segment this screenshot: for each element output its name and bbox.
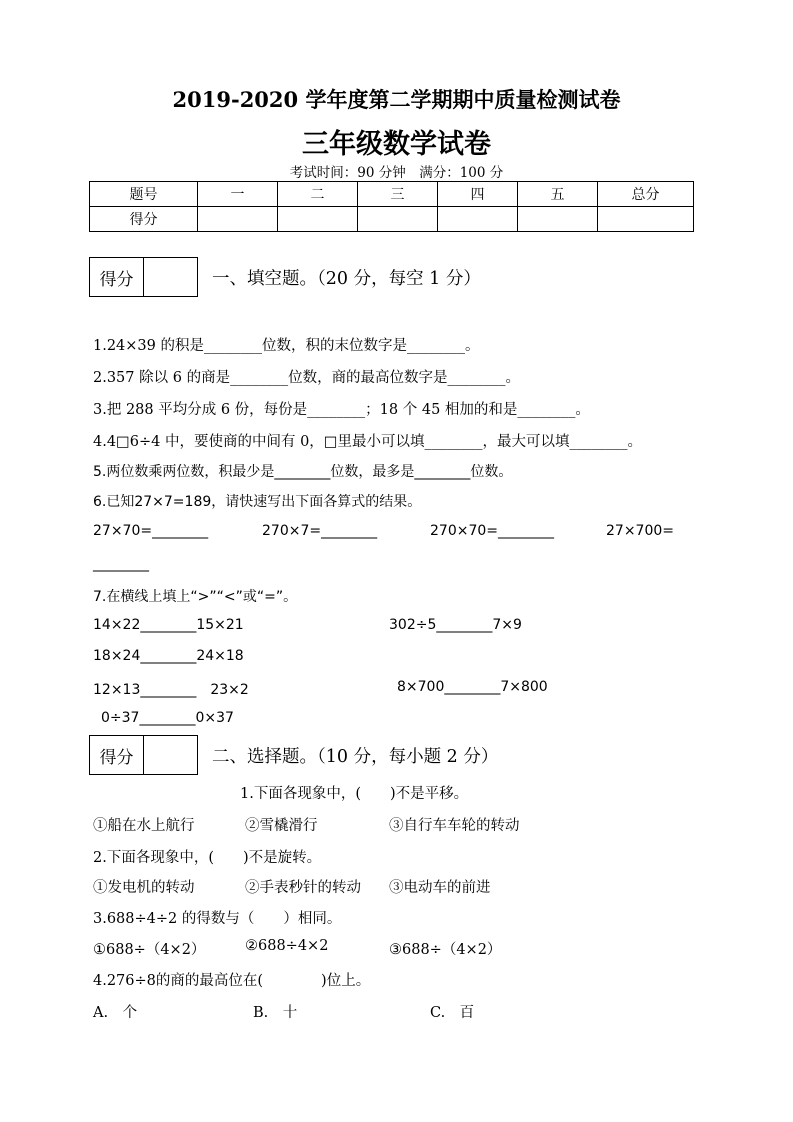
q6-item: 27×70=________ xyxy=(93,523,209,539)
q2-4-option: B. 十 xyxy=(253,1005,298,1021)
section1-score-box xyxy=(89,257,198,297)
q1-1: 1.24×39 的积是________位数，积的末位数字是________。 xyxy=(93,338,480,354)
q2-3-option: ③688÷（4×2） xyxy=(389,942,502,958)
q2-4-option: C. 百 xyxy=(430,1005,475,1021)
q2-1: 1.下面各现象中，( )不是平移。 xyxy=(240,786,469,802)
q2-1-option: ③自行车车轮的转动 xyxy=(389,818,520,834)
score-cell xyxy=(358,207,438,232)
q2-4-option: A. 个 xyxy=(93,1005,138,1021)
score-cell xyxy=(598,207,694,232)
section1-score-blank xyxy=(144,258,197,296)
q1-7: 7.在横线上填上“>”“<”或“=”。 xyxy=(93,589,298,605)
score-cell xyxy=(438,207,518,232)
section2-score-box xyxy=(89,735,198,775)
score-table-score-row xyxy=(90,207,694,232)
q2-3-option: ②688÷4×2 xyxy=(245,938,329,954)
score-table-header-row xyxy=(90,182,694,207)
section2-score-blank xyxy=(144,736,197,774)
q7-item: 0÷37________0×37 xyxy=(101,710,234,726)
section2-score-label: 得分 xyxy=(90,736,144,774)
score-header-cell: 二 xyxy=(278,182,358,207)
q1-5: 5.两位数乘两位数，积最少是________位数，最多是________位数。 xyxy=(93,464,513,480)
exam-subtitle: 三年级数学试卷 xyxy=(302,129,491,160)
q6-item: 270×70=________ xyxy=(430,523,554,539)
score-header-cell: 四 xyxy=(438,182,518,207)
q2-3: 3.688÷4÷2 的得数与（ ）相同。 xyxy=(93,911,342,927)
exam-title: 2019-2020 学年度第二学期期中质量检测试卷 xyxy=(172,87,621,112)
q7-item: 14×22________15×21 xyxy=(93,617,244,633)
score-cell xyxy=(198,207,278,232)
score-table xyxy=(89,181,694,232)
exam-info: 考试时间：90 分钟 满分：100 分 xyxy=(289,165,504,181)
q6-item: 27×700= xyxy=(606,523,674,539)
q7-item: 8×700________7×800 xyxy=(397,679,548,695)
q2-2-option: ②手表秒针的转动 xyxy=(245,880,361,896)
score-header-cell: 总分 xyxy=(598,182,694,207)
score-header-cell: 五 xyxy=(518,182,598,207)
q2-1-option: ①船在水上航行 xyxy=(93,818,195,834)
q1-3: 3.把 288 平均分成 6 份，每份是________；18 个 45 相加的和是________。 xyxy=(93,402,590,418)
score-cell xyxy=(518,207,598,232)
q1-6: 6.已知27×7=189，请快速写出下面各算式的结果。 xyxy=(93,494,422,510)
section2-title: 二、选择题。（10 分，每小题 2 分） xyxy=(212,747,499,767)
q2-1-option: ②雪橇滑行 xyxy=(245,818,318,834)
q2-2-option: ③电动车的前进 xyxy=(389,880,491,896)
score-cell xyxy=(278,207,358,232)
section1-score-label: 得分 xyxy=(90,258,144,296)
q6-item: 270×7=________ xyxy=(262,523,378,539)
q6-item-blank: ________ xyxy=(93,556,149,572)
q1-4: 4.4□6÷4 中，要使商的中间有 0，□里最小可以填________，最大可以填________。 xyxy=(93,434,643,450)
q7-item: 18×24________24×18 xyxy=(93,648,244,664)
q1-2: 2.357 除以 6 的商是________位数，商的最高位数字是________。 xyxy=(93,370,521,386)
q2-3-option: ①688÷（4×2） xyxy=(93,942,206,958)
q2-4: 4.276÷8的商的最高位在( )位上。 xyxy=(93,973,371,989)
q7-item: 302÷5________7×9 xyxy=(389,617,522,633)
score-header-cell: 三 xyxy=(358,182,438,207)
score-header-cell: 一 xyxy=(198,182,278,207)
score-row-label: 得分 xyxy=(90,207,198,232)
q2-2: 2.下面各现象中，( )不是旋转。 xyxy=(93,850,322,866)
q7-item: 12×13________ 23×2 xyxy=(93,682,249,698)
section1-title: 一、填空题。（20 分，每空 1 分） xyxy=(212,269,481,289)
q2-2-option: ①发电机的转动 xyxy=(93,880,195,896)
score-header-cell: 题号 xyxy=(90,182,198,207)
